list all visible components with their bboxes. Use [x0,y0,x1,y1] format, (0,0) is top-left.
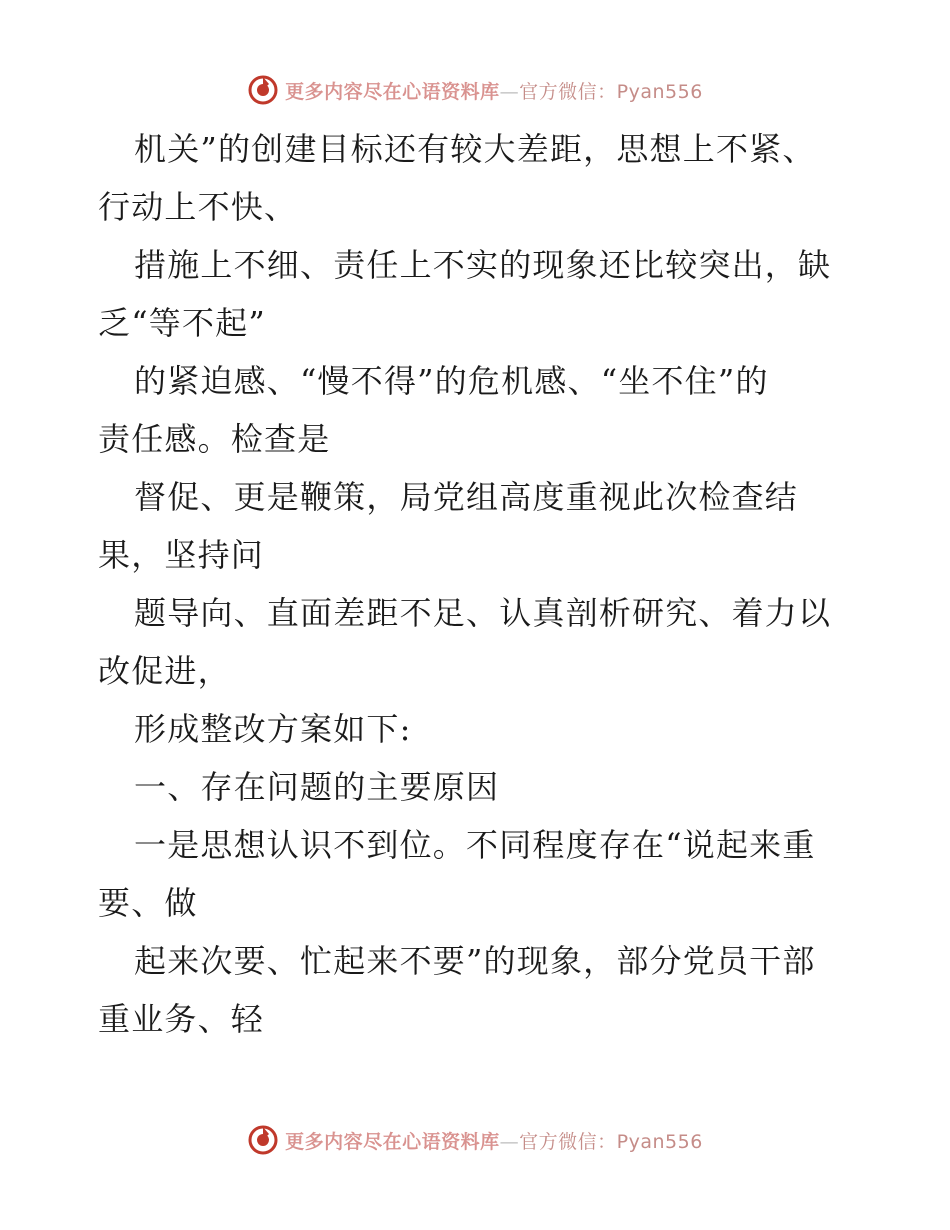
body-line: 机关”的创建目标还有较大差距，思想上不紧、 [134,130,816,168]
body-line: 重业务、轻 [98,1000,265,1038]
header-banner-text [285,77,703,104]
footer-banner-separator: — [499,1130,520,1153]
body-line: 乏“等不起” [98,304,266,342]
body-line: 起来次要、忙起来不要”的现象，部分党员干部 [134,942,816,980]
footer-banner [0,1120,950,1160]
footer-banner-title: 更多内容尽在心语资料库 [285,1130,500,1153]
body-line: 督促、更是鞭策，局党组高度重视此次检查结 [134,478,799,516]
body-line: 措施上不细、责任上不实的现象还比较突出，缺 [134,246,832,284]
header-banner-wechat: 官方微信：Pyan556 [519,80,703,103]
library-logo-icon [247,1124,279,1156]
body-line: 要、做 [98,884,198,922]
body-line: 的紧迫感、“慢不得”的危机感、“坐不住”的 [134,362,769,400]
body-line: 题导向、直面差距不足、认真剖析研究、着力以 [134,594,832,632]
footer-banner-wechat: 官方微信：Pyan556 [519,1130,703,1153]
section-heading: 一、存在问题的主要原因 [134,768,500,806]
body-line: 行动上不快、 [98,188,298,226]
library-logo-icon [247,74,279,106]
body-line: 责任感。检查是 [98,420,331,458]
header-banner [0,70,950,110]
footer-banner-text [285,1127,703,1154]
header-banner-title: 更多内容尽在心语资料库 [285,80,500,103]
document-body [98,120,858,1048]
header-banner-separator: — [499,80,520,103]
body-line: 形成整改方案如下: [134,710,412,748]
body-line: 果，坚持问 [98,536,265,574]
body-line: 一是思想认识不到位。不同程度存在“说起来重 [134,826,816,864]
body-line: 改促进， [98,652,231,690]
